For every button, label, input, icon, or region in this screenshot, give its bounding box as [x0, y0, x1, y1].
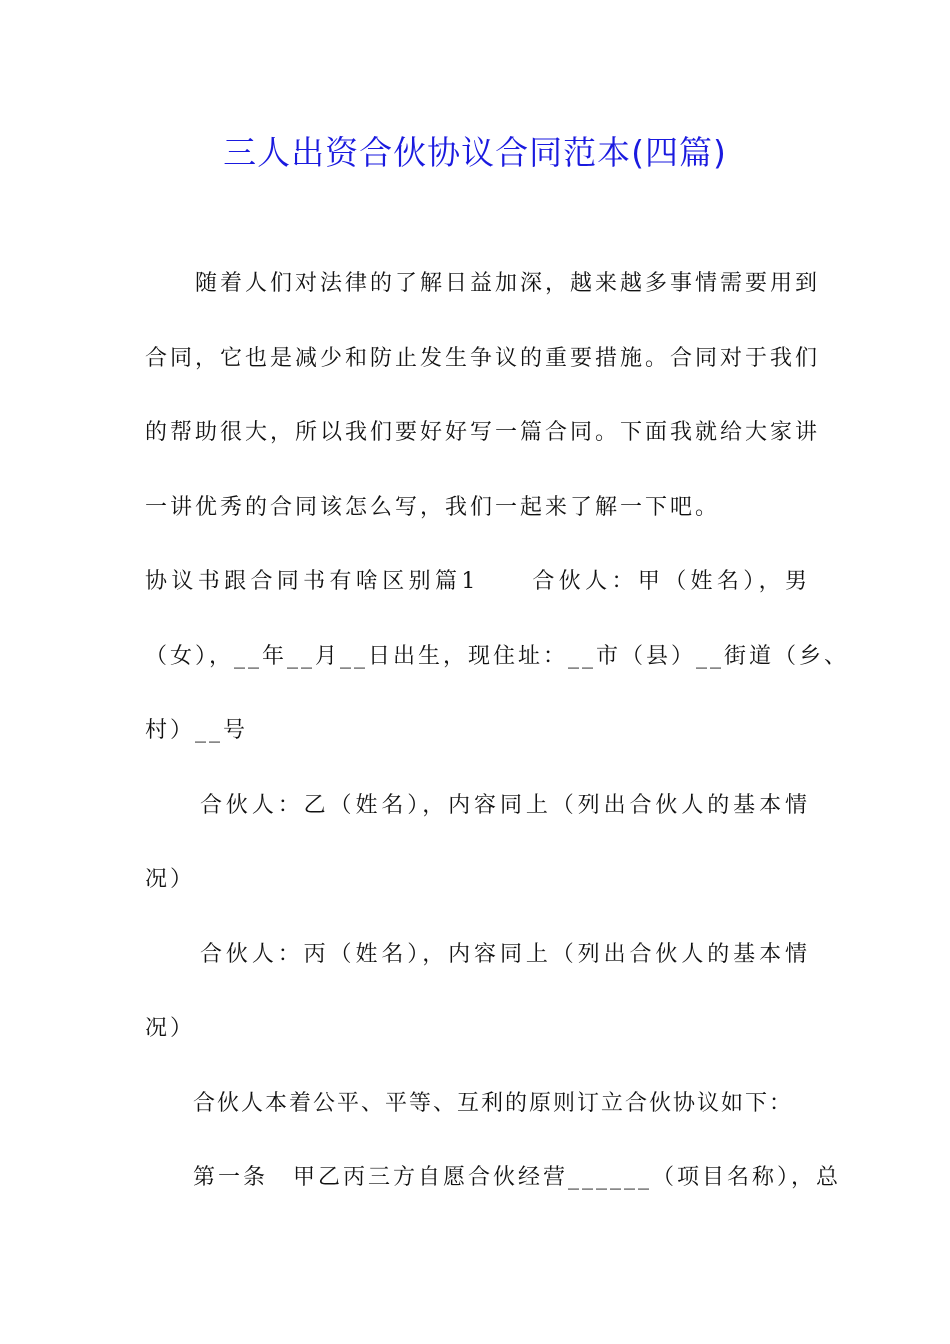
paragraph-line: 第一条 甲乙丙三方自愿合伙经营______（项目名称），总 — [193, 1165, 842, 1190]
paragraph-line: 合同，它也是减少和防止发生争议的重要措施。合同对于我们 — [145, 346, 821, 371]
paragraph-line: 合伙人：乙（姓名），内容同上（列出合伙人的基本情 — [200, 793, 810, 818]
paragraph-line: 随着人们对法律的了解日益加深，越来越多事情需要用到 — [195, 271, 821, 296]
paragraph-line: 况） — [145, 1016, 196, 1041]
paragraph-line: 合伙人：丙（姓名），内容同上（列出合伙人的基本情 — [200, 942, 810, 967]
paragraph-line: （女），__年__月__日出生，现住址：__市（县）__街道（乡、 — [145, 644, 850, 669]
paragraph-line: 的帮助很大，所以我们要好好写一篇合同。下面我就给大家讲 — [145, 420, 821, 445]
paragraph-line: 一讲优秀的合同该怎么写，我们一起来了解一下吧。 — [145, 495, 721, 520]
paragraph-line: 况） — [145, 867, 196, 892]
paragraph-line: 合伙人本着公平、平等、互利的原则订立合伙协议如下： — [193, 1091, 794, 1116]
paragraph-line: 村）__号 — [145, 718, 249, 743]
paragraph-line: 协议书跟合同书有啥区别篇1 合伙人：甲（姓名），男 — [145, 569, 810, 594]
document-title: 三人出资合伙协议合同范本(四篇) — [223, 133, 727, 172]
